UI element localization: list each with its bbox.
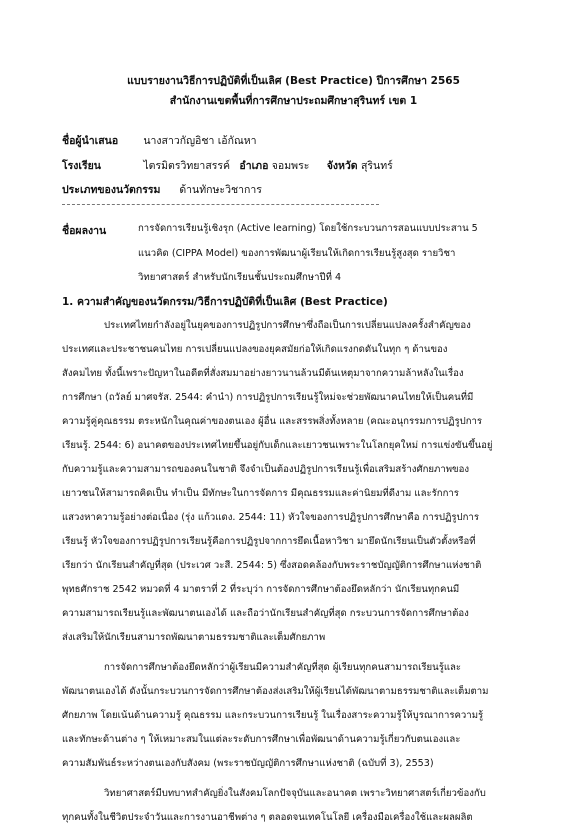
paragraph-line: ประเทศและประชาชนคนไทย การเปลี่ยนแปลงของยุคสมัยก่อให้เกิดแรงกดดันในทุก ๆ ด้านของ — [62, 344, 448, 355]
district-value: จอมพระ — [271, 160, 310, 172]
paragraph-line: การจัดการศึกษาต้องยึดหลักว่าผู้เรียนมีความสำคัญที่สุด ผู้เรียนทุกคนสามารถเรียนรู้และ — [104, 662, 462, 673]
paragraph-line: และทักษะด้านต่าง ๆ ให้เหมาะสมในแต่ละระดับการศึกษาเพื่อพัฒนาด้านความรู้เกี่ยวกับตนเองและ — [62, 734, 461, 745]
district-label: อำเภอ — [239, 160, 269, 172]
paragraph-line: ความสามารถเรียนรู้และพัฒนาตนเองได้ และถือว่านักเรียนสำคัญที่สุด กระบวนการจัดการศึกษาต้อง — [62, 608, 469, 619]
paragraph-line: วิทยาศาสตร์มีบทบาทสำคัญยิ่งในสังคมโลกปัจจุบันและอนาคต เพราะวิทยาศาสตร์เกี่ยวข้องกับ — [104, 788, 486, 799]
province-label: จังหวัด — [326, 160, 358, 172]
paragraph-line: ประเทศไทยกำลังอยู่ในยุคของการปฏิรูปการศึกษาซึ่งถือเป็นการเปลี่ยนแปลงครั้งสำคัญของ — [104, 320, 471, 331]
section-heading: 1. ความสำคัญของนวัตกรรม/วิธีการปฏิบัติที่เป็นเลิศ (Best Practice) — [62, 296, 388, 308]
paragraph-line: การศึกษา (ถวัลย์ มาศจรัส. 2544: คำนำ) การปฏิรูปการเรียนรู้ใหม่จะช่วยพัฒนาคนไทยให้เป็นคนที่มี — [62, 392, 474, 403]
paragraph-line: เรียกว่า นักเรียนสำคัญที่สุด (ประเวศ วะสี. 2544: 5) ซึ่งสอดคล้องกับพระราชบัญญัติการศึกษาแห่งชาติ — [62, 560, 482, 571]
result-label-text: ชื่อผลงาน — [62, 225, 107, 237]
result-label — [62, 222, 106, 239]
paragraph-line: เรียนรู้ หัวใจของการปฏิรูปการเรียนรู้คือการปฏิรูปจากการยึดเนื้อหาวิชา มายึดนักเรียนเป็นตัวตั้งหรือที่ — [62, 536, 476, 547]
paragraph-line: พัฒนาตนเองได้ ดังนั้นกระบวนการจัดการศึกษาต้องส่งเสริมให้ผู้เรียนได้พัฒนาตามธรรมชาติและเต็มตาม — [62, 686, 489, 697]
innovation-type-value: ด้านทักษะวิชาการ — [179, 184, 262, 196]
paragraph-line: พุทธศักราช 2542 หมวดที่ 4 มาตราที่ 2 ที่ระบุว่า การจัดการศึกษาต้องยึดหลักว่า นักเรียนทุกคนมี — [62, 584, 460, 595]
presenter-value: นางสาวกัญอิชา เอ้กัณหา — [143, 135, 257, 147]
innovation-type-row — [62, 181, 262, 198]
paragraph-line: ส่งเสริมให้นักเรียนสามารถพัฒนาตามธรรมชาติและเต็มศักยภาพ — [62, 632, 326, 643]
result-line: แนวคิด (CIPPA Model) ของการพัฒนาผู้เรียนให้เกิดการเรียนรู้สูงสุด รายวิชา — [138, 248, 456, 259]
paragraph-line: กับความรู้และความสามารถของคนในชาติ จึงจำเป็นต้องปฏิรูปการเรียนรู้เพื่อเสริมสร้างศักยภาพของ — [62, 464, 470, 475]
paragraph-line: สังคมไทย ทั้งนี้เพราะปัญหาในอดีตที่สั่งสมมาอย่างยาวนานล้วนมีต้นเหตุมาจากความล้าหลังในเรื่อง — [62, 368, 464, 379]
result-line: การจัดการเรียนรู้เชิงรุก (Active learning) โดยใช้กระบวนการสอนแบบประสาน 5 — [138, 223, 478, 234]
paragraph-line: เยาวชนให้สามารถคิดเป็น ทำเป็น มีทักษะในการจัดการ มีคุณธรรมและค่านิยมที่ดีงาม และรักการ — [62, 488, 459, 499]
presenter-label: ชื่อผู้นำเสนอ — [62, 135, 119, 147]
paragraph-line: ทุกคนทั้งในชีวิตประจำวันและการงานอาชีพต่าง ๆ ตลอดจนเทคโนโลยี เครื่องมือเครื่องใช้และผลผลิต — [62, 812, 473, 823]
province-value: สุรินทร์ — [360, 160, 393, 172]
paragraph-line: ความสัมพันธ์ระหว่างตนเองกับสังคม (พระราชบัญญัติการศึกษาแห่งชาติ (ฉบับที่ 3), 2553) — [62, 758, 434, 769]
presenter-row — [62, 132, 257, 149]
document-subtitle: สำนักงานเขตพื้นที่การศึกษาประถมศึกษาสุรินทร์ เขต 1 — [169, 95, 418, 107]
paragraph-line: ความรู้คู่คุณธรรม ตระหนักในคุณค่าของตนเอง ผู้อื่น และสรรพสิ่งทั้งหลาย (คณะอนุกรรมการปฏิรูปการ — [62, 416, 483, 427]
paragraph-line: แสวงหาความรู้อย่างต่อเนื่อง (รุ่ง แก้วแดง. 2544: 11) หัวใจของการปฏิรูปการศึกษาคือ การปฏิรูปการ — [62, 512, 479, 523]
dashed-divider — [62, 204, 379, 205]
school-value: ไตรมิตรวิทยาสรรค์ — [143, 160, 231, 172]
document-title: แบบรายงานวิธีการปฏิบัติที่เป็นเลิศ (Best Practice) ปีการศึกษา 2565 — [127, 75, 460, 87]
innovation-type-label: ประเภทของนวัตกรรม — [62, 184, 161, 196]
paragraph-line: เรียนรู้. 2544: 6) อนาคตของประเทศไทยขึ้นอยู่กับเด็กและเยาวชนเพราะในโลกยุคใหม่ การแข่งขันขึ้นอยู่ — [62, 440, 493, 451]
school-label: โรงเรียน — [62, 160, 101, 172]
school-row — [62, 157, 393, 174]
paragraph-line: ศักยภาพ โดยเน้นด้านความรู้ คุณธรรม และกระบวนการเรียนรู้ ในเรื่องสาระความรู้ให้บูรณาการความรู้ — [62, 710, 484, 721]
result-line: วิทยาศาสตร์ สำหรับนักเรียนชั้นประถมศึกษาปีที่ 4 — [138, 272, 342, 283]
